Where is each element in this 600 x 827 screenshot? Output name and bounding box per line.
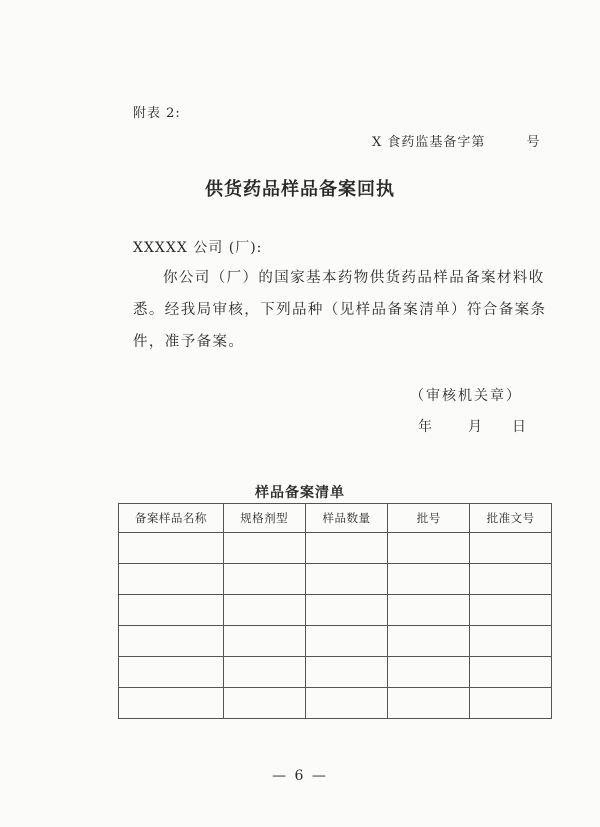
table-cell (223, 688, 305, 719)
body-line-1: 你公司（厂）的国家基本药物供货药品样品备案材料收 (163, 270, 545, 286)
table-header-row (119, 504, 552, 533)
table-cell (388, 564, 470, 595)
date-month: 月 (468, 419, 482, 435)
table-row (119, 533, 552, 564)
table-row (119, 626, 552, 657)
table-row (119, 688, 552, 719)
table-cell (470, 626, 552, 657)
header-quantity: 样品数量 (305, 504, 388, 533)
header-batch-no: 批号 (388, 504, 470, 533)
attachment-label: 附表 2: (133, 106, 181, 121)
header-approval-no: 批准文号 (470, 504, 552, 533)
table-cell (305, 657, 388, 688)
table-cell (470, 564, 552, 595)
date-year: 年 (418, 419, 432, 435)
table-cell (223, 564, 305, 595)
table-cell (119, 626, 224, 657)
body-line-2: 悉。经我局审核，下列品种（见样品备案清单）符合备案条 (133, 302, 547, 318)
table-row (119, 657, 552, 688)
body-line-3: 件，准予备案。 (133, 334, 245, 350)
table-cell (223, 626, 305, 657)
table-row (119, 564, 552, 595)
table-cell (119, 533, 224, 564)
table-cell (305, 595, 388, 626)
page-number: — 6 — (272, 768, 328, 784)
table-cell (305, 533, 388, 564)
table-cell (119, 595, 224, 626)
table-title: 样品备案清单 (255, 485, 345, 501)
table-cell (388, 688, 470, 719)
table-cell (388, 657, 470, 688)
table-cell (119, 688, 224, 719)
table-cell (223, 533, 305, 564)
date-day: 日 (512, 419, 526, 435)
document-title: 供货药品样品备案回执 (205, 179, 395, 200)
table-cell (223, 657, 305, 688)
table-cell (470, 533, 552, 564)
header-spec-form: 规格剂型 (223, 504, 305, 533)
table-cell (305, 564, 388, 595)
table-cell (305, 626, 388, 657)
table-cell (388, 595, 470, 626)
table-cell (470, 688, 552, 719)
table-cell (388, 626, 470, 657)
table-cell (305, 688, 388, 719)
table-cell (119, 657, 224, 688)
header-sample-name: 备案样品名称 (119, 504, 224, 533)
table-cell (223, 595, 305, 626)
addressee: XXXXX 公司 (厂): (133, 240, 263, 256)
table-cell (470, 657, 552, 688)
document-number: X 食药监基备字第 号 (372, 135, 541, 150)
sample-filing-table (118, 503, 552, 719)
date-line (418, 416, 526, 436)
body-paragraph (133, 262, 553, 358)
seal-note: （审核机关章） (410, 388, 522, 404)
table-cell (388, 533, 470, 564)
table-row (119, 595, 552, 626)
table-cell (470, 595, 552, 626)
table-cell (119, 564, 224, 595)
